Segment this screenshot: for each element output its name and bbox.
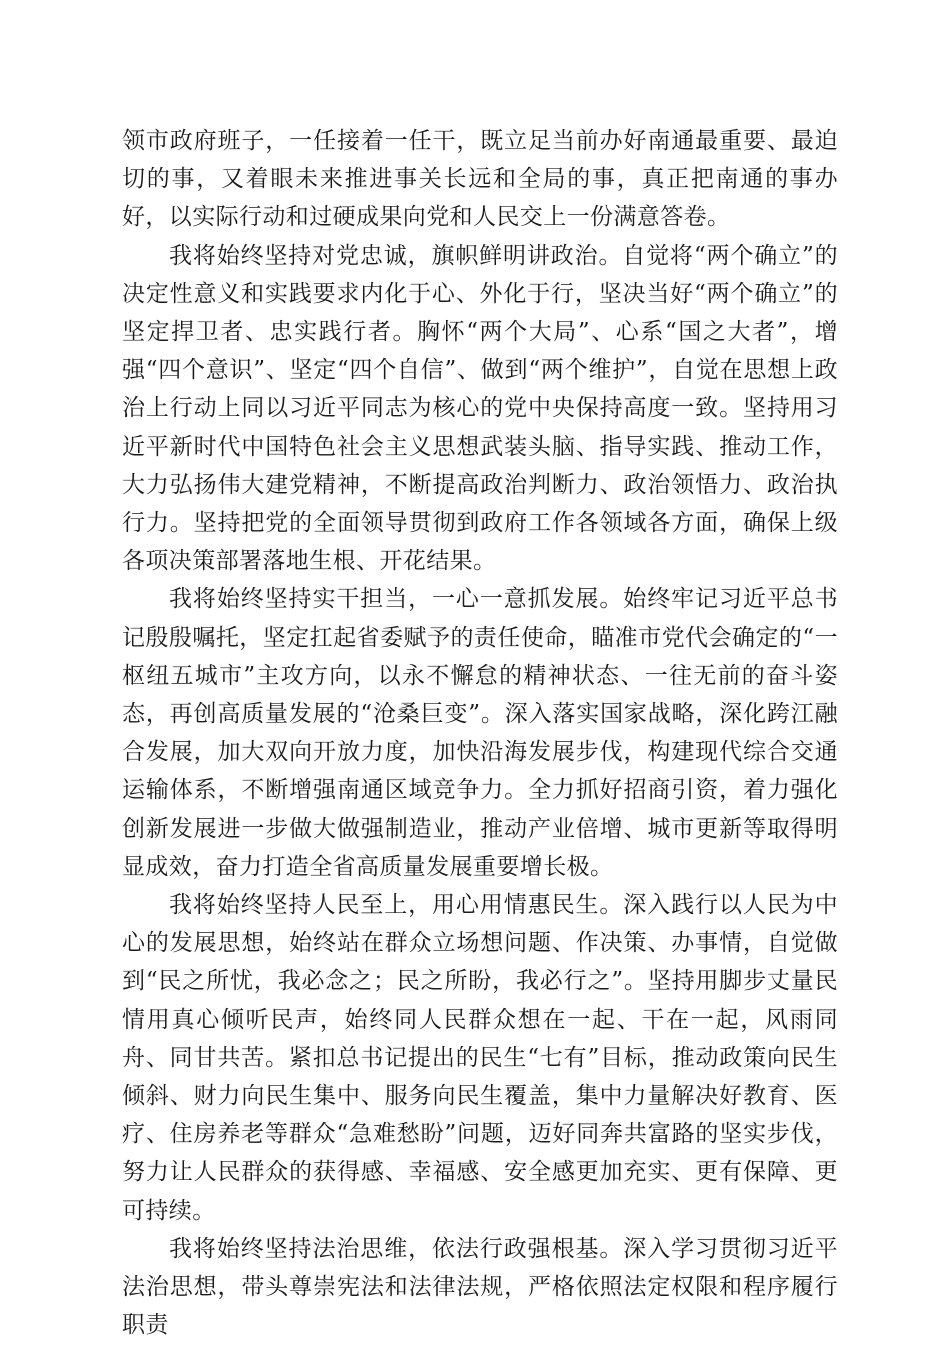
paragraph-2: 我将始终坚持对党忠诚，旗帜鲜明讲政治。自觉将“两个确立”的决定性意义和实践要求内化于心、外化于行，坚决当好“两个确立”的坚定捍卫者、忠实践行者。胸怀“两个大局”、心系“国之大者”，增强“四个意识”、坚定“四个自信”、做到“两个维护”，自觉在思想上政治上行动上同以习近平同志为核心的党中央保持高度一致。坚持用习近平新时代中国特色社会主义思想武装头脑、指导实践、推动工作，大力弘扬伟大建党精神，不断提高政治判断力、政治领悟力、政治执行力。坚持把党的全面领导贯彻到政府工作各领域各方面，确保上级各项决策部署落地生根、开花结果。	[122, 242, 838, 575]
paragraph-5: 我将始终坚持法治思维，依法行政强根基。深入学习贯彻习近平法治思想，带头尊崇宪法和法律法规，严格依照法定权限和程序履行职责	[122, 1235, 838, 1339]
paragraph-4: 我将始终坚持人民至上，用心用情惠民生。深入践行以人民为中心的发展思想，始终站在群众立场想问题、作决策、办事情，自觉做到“民之所忧，我必念之；民之所盼，我必行之”。坚持用脚步丈量民情用真心倾听民声，始终同人民群众想在一起、干在一起，风雨同舟、同甘共苦。紧扣总书记提出的民生“七有”目标，推动政策向民生倾斜、财力向民生集中、服务向民生覆盖，集中力量解决好教育、医疗、住房养老等群众“急难愁盼”问题，迈好同奔共富路的坚实步伐，努力让人民群众的获得感、幸福感、安全感更加充实、更有保障、更可持续。	[122, 892, 838, 1224]
paragraph-1: 领市政府班子，一任接着一任干，既立足当前办好南通最重要、最迫切的事，又着眼未来推进事关长远和全局的事，真正把南通的事办好，以实际行动和过硬成果向党和人民交上一份满意答卷。	[122, 128, 838, 231]
document-body	[122, 122, 838, 1345]
paragraph-3: 我将始终坚持实干担当，一心一意抓发展。始终牢记习近平总书记殷殷嘱托，坚定扛起省委赋予的责任使命，瞄准市党代会确定的“一枢纽五城市”主攻方向，以永不懈怠的精神状态、一往无前的奋斗姿态，再创高质量发展的“沧桑巨变”。深入落实国家战略，深化跨江融合发展，加大双向开放力度，加快沿海发展步伐，构建现代综合交通运输体系，不断增强南通区域竞争力。全力抓好招商引资，着力强化创新发展进一步做大做强制造业，推动产业倍增、城市更新等取得明显成效，奋力打造全省高质量发展重要增长极。	[122, 586, 838, 880]
